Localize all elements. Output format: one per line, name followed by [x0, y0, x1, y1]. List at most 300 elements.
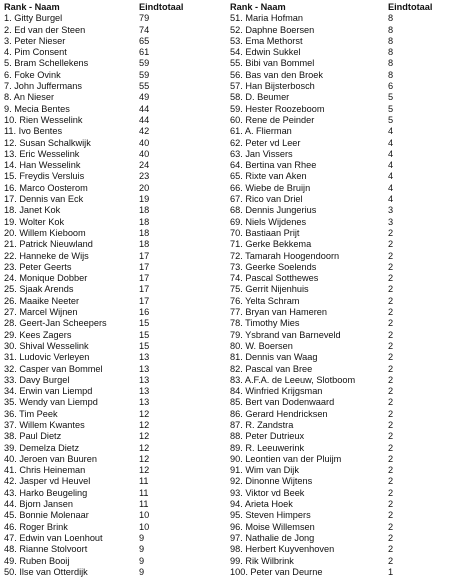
score-value: 2: [388, 555, 394, 566]
rank-name: 99. Rik Wilbrink: [230, 555, 294, 566]
rank-name: 24. Monique Dobber: [4, 273, 88, 284]
rank-name: 6. Foke Ovink: [4, 69, 61, 80]
rank-name: 65. Rixte van Aken: [230, 171, 307, 182]
rank-name: 72. Tamarah Hoogendoorn: [230, 250, 340, 261]
ranking-row: [4, 409, 226, 420]
score-value: 55: [139, 81, 150, 92]
ranking-row: [4, 533, 226, 544]
ranking-row: [4, 228, 226, 239]
rank-name: 37. Willem Kwantes: [4, 419, 85, 430]
rank-name: 60. Rene de Peinder: [230, 114, 315, 125]
score-value: 40: [139, 137, 150, 148]
rank-name: 75. Gerrit Nijenhuis: [230, 284, 309, 295]
score-value: 17: [139, 284, 150, 295]
rank-name: 21. Patrick Nieuwland: [4, 239, 93, 250]
score-value: 2: [388, 227, 394, 238]
ranking-row: [4, 488, 226, 499]
ranking-row: [230, 92, 455, 103]
score-value: 23: [139, 171, 150, 182]
score-value: 12: [139, 408, 150, 419]
score-value: 16: [139, 307, 150, 318]
ranking-row: [4, 364, 226, 375]
ranking-row: [230, 420, 455, 431]
rank-name: 1. Gitty Burgel: [4, 13, 63, 24]
score-value: 4: [388, 126, 394, 137]
score-value: 12: [139, 442, 150, 453]
rank-name: 20. Willem Kieboom: [4, 227, 86, 238]
score-value: 17: [139, 250, 150, 261]
rank-name: 2. Ed van der Steen: [4, 24, 86, 35]
rank-name: 11. Ivo Bentes: [4, 126, 63, 137]
ranking-row: [230, 544, 455, 555]
ranking-row: [4, 375, 226, 386]
score-value: 2: [388, 261, 394, 272]
score-value: 13: [139, 386, 150, 397]
ranking-row: [4, 251, 226, 262]
ranking-row: [230, 386, 455, 397]
ranking-row: [230, 138, 455, 149]
ranking-row: [230, 171, 455, 182]
score-value: 59: [139, 69, 150, 80]
ranking-row: [230, 284, 455, 295]
rank-name: 23. Peter Geerts: [4, 261, 72, 272]
rank-name: 91. Wim van Dijk: [230, 465, 299, 476]
ranking-row: [230, 273, 455, 284]
rank-name: 41. Chris Heineman: [4, 465, 86, 476]
score-value: 2: [388, 307, 394, 318]
rank-name: 78. Timothy Mies: [230, 318, 300, 329]
ranking-row: [230, 409, 455, 420]
score-value: 3: [388, 205, 394, 216]
rank-name: 61. A. Flierman: [230, 126, 292, 137]
rank-name: 18. Janet Kok: [4, 205, 61, 216]
score-value: 13: [139, 397, 150, 408]
rank-name: 94. Arieta Hoek: [230, 499, 293, 510]
ranking-row: [230, 126, 455, 137]
rank-name: 40. Jeroen van Buuren: [4, 453, 97, 464]
ranking-row: [4, 205, 226, 216]
score-value: 2: [388, 352, 394, 363]
ranking-row: [230, 251, 455, 262]
rank-name: 46. Roger Brink: [4, 521, 68, 532]
rank-name: 59. Hester Roozeboom: [230, 103, 325, 114]
score-value: 2: [388, 273, 394, 284]
rank-name: 95. Steven Himpers: [230, 510, 311, 521]
ranking-row: [230, 510, 455, 521]
ranking-row: [230, 556, 455, 567]
rank-name: 30. Shival Wesselink: [4, 340, 89, 351]
ranking-row: [4, 510, 226, 521]
score-value: 9: [139, 555, 145, 566]
score-value: 20: [139, 182, 150, 193]
ranking-row: [4, 217, 226, 228]
score-value: 12: [139, 465, 150, 476]
score-value: 2: [388, 363, 394, 374]
score-value: 10: [139, 510, 150, 521]
ranking-row: [230, 488, 455, 499]
score-value: 2: [388, 397, 394, 408]
ranking-list-right: [230, 13, 455, 578]
ranking-row: [4, 556, 226, 567]
ranking-row: [230, 499, 455, 510]
ranking-row: [4, 284, 226, 295]
rank-name: 43. Harko Beugeling: [4, 487, 88, 498]
score-value: 2: [388, 442, 394, 453]
score-value: 4: [388, 182, 394, 193]
ranking-row: [4, 115, 226, 126]
ranking-row: [4, 36, 226, 47]
score-value: 9: [139, 544, 145, 555]
ranking-row: [230, 194, 455, 205]
score-value: 5: [388, 92, 394, 103]
ranking-row: [230, 13, 455, 24]
score-value: 40: [139, 148, 150, 159]
ranking-row: [230, 522, 455, 533]
ranking-row: [230, 364, 455, 375]
rank-name: 10. Rien Wesselink: [4, 114, 83, 125]
rank-name: 58. D. Beumer: [230, 92, 290, 103]
rank-name: 100. Peter van Deurne: [230, 566, 323, 577]
ranking-row: [230, 352, 455, 363]
rank-name: 45. Bonnie Molenaar: [4, 510, 89, 521]
ranking-row: [4, 431, 226, 442]
score-value: 59: [139, 58, 150, 69]
score-value: 8: [388, 24, 394, 35]
score-value: 74: [139, 24, 150, 35]
rank-name: 49. Ruben Booij: [4, 555, 70, 566]
ranking-row: [4, 70, 226, 81]
ranking-row: [4, 307, 226, 318]
rank-name: 74. Pascal Sotthewes: [230, 273, 319, 284]
rank-name: 50. Ilse van Otterdijk: [4, 566, 88, 577]
ranking-row: [4, 386, 226, 397]
rank-name: 89. R. Leeuwerink: [230, 442, 305, 453]
score-value: 13: [139, 363, 150, 374]
score-value: 10: [139, 521, 150, 532]
score-value: 2: [388, 453, 394, 464]
ranking-row: [230, 397, 455, 408]
score-value: 2: [388, 284, 394, 295]
rank-name: 15. Freydis Versluis: [4, 171, 85, 182]
ranking-row: [4, 13, 226, 24]
rank-name: 19. Wolter Kok: [4, 216, 65, 227]
rank-name: 92. Dinonne Wijtens: [230, 476, 313, 487]
rank-name: 33. Davy Burgel: [4, 374, 70, 385]
ranking-row: [4, 183, 226, 194]
score-value: 2: [388, 532, 394, 543]
rank-name: 62. Peter vd Leer: [230, 137, 301, 148]
score-value: 19: [139, 194, 150, 205]
score-value: 4: [388, 160, 394, 171]
rank-name: 87. R. Zandstra: [230, 419, 294, 430]
rank-name: 39. Demelza Dietz: [4, 442, 80, 453]
rank-name: 76. Yelta Schram: [230, 295, 300, 306]
score-value: 2: [388, 431, 394, 442]
ranking-row: [4, 341, 226, 352]
score-value: 1: [388, 566, 394, 577]
score-value: 8: [388, 35, 394, 46]
rank-name: 5. Bram Schellekens: [4, 58, 89, 69]
rank-name: 36. Tim Peek: [4, 408, 58, 419]
ranking-row: [4, 58, 226, 69]
score-value: 44: [139, 103, 150, 114]
rank-name: 66. Wiebe de Bruijn: [230, 182, 311, 193]
score-value: 13: [139, 352, 150, 363]
score-value: 11: [139, 499, 149, 510]
ranking-list-left: [4, 13, 226, 578]
ranking-column-left: [4, 2, 226, 578]
score-value: 2: [388, 386, 394, 397]
rank-name: 55. Bibi van Bommel: [230, 58, 315, 69]
rank-name: 47. Edwin van Loenhout: [4, 532, 103, 543]
rank-name: 68. Dennis Jungerius: [230, 205, 317, 216]
rank-name: 64. Bertina van Rhee: [230, 160, 317, 171]
score-value: 2: [388, 465, 394, 476]
ranking-row: [4, 544, 226, 555]
score-value: 2: [388, 487, 394, 498]
score-value: 2: [388, 521, 394, 532]
ranking-row: [230, 476, 455, 487]
ranking-row: [4, 522, 226, 533]
rank-name: 70. Bastiaan Prijt: [230, 227, 300, 238]
ranking-row: [4, 352, 226, 363]
ranking-row: [230, 228, 455, 239]
score-value: 17: [139, 261, 150, 272]
ranking-row: [230, 262, 455, 273]
score-value: 11: [139, 476, 149, 487]
score-value: 18: [139, 227, 150, 238]
score-value: 8: [388, 13, 394, 24]
score-value: 2: [388, 510, 394, 521]
ranking-row: [4, 465, 226, 476]
ranking-row: [4, 296, 226, 307]
header-rank-name: Rank - Naam: [4, 2, 60, 12]
rank-name: 82. Pascal van Bree: [230, 363, 313, 374]
rank-name: 4. Pim Consent: [4, 47, 67, 58]
score-value: 2: [388, 408, 394, 419]
ranking-row: [4, 81, 226, 92]
rank-name: 38. Paul Dietz: [4, 431, 62, 442]
rank-name: 69. Niels Wijdenes: [230, 216, 307, 227]
column-header: [4, 2, 226, 13]
rank-name: 34. Erwin van Liempd: [4, 386, 93, 397]
score-value: 13: [139, 374, 150, 385]
score-value: 2: [388, 239, 394, 250]
score-value: 2: [388, 499, 394, 510]
header-total: Eindtotaal: [388, 2, 433, 12]
rank-name: 71. Gerke Bekkema: [230, 239, 312, 250]
score-value: 2: [388, 318, 394, 329]
score-value: 4: [388, 137, 394, 148]
rank-name: 35. Wendy van Liempd: [4, 397, 98, 408]
ranking-row: [230, 47, 455, 58]
score-value: 65: [139, 35, 150, 46]
rank-name: 57. Han Bijsterbosch: [230, 81, 315, 92]
rank-name: 98. Herbert Kuyvenhoven: [230, 544, 335, 555]
rank-name: 13. Eric Wesselink: [4, 148, 80, 159]
ranking-row: [4, 126, 226, 137]
score-value: 2: [388, 476, 394, 487]
score-value: 2: [388, 419, 394, 430]
score-value: 44: [139, 114, 150, 125]
score-value: 8: [388, 69, 394, 80]
ranking-row: [4, 138, 226, 149]
ranking-row: [4, 25, 226, 36]
score-value: 79: [139, 13, 150, 24]
rank-name: 9. Mecia Bentes: [4, 103, 70, 114]
score-value: 4: [388, 148, 394, 159]
rank-name: 97. Nathalie de Jong: [230, 532, 315, 543]
ranking-row: [230, 307, 455, 318]
rank-name: 51. Maria Hofman: [230, 13, 304, 24]
rank-name: 84. Winfried Krijgsman: [230, 386, 323, 397]
ranking-row: [230, 454, 455, 465]
rank-name: 44. Bjorn Jansen: [4, 499, 73, 510]
rank-name: 88. Peter Dutrieux: [230, 431, 305, 442]
ranking-row: [4, 420, 226, 431]
score-value: 49: [139, 92, 150, 103]
rank-name: 53. Ema Methorst: [230, 35, 303, 46]
score-value: 2: [388, 329, 394, 340]
ranking-row: [4, 149, 226, 160]
ranking-row: [4, 104, 226, 115]
ranking-row: [230, 375, 455, 386]
ranking-row: [230, 160, 455, 171]
rank-name: 8. An Nieser: [4, 92, 55, 103]
rank-name: 90. Leontien van der Pluijm: [230, 453, 342, 464]
rank-name: 16. Marco Oosterom: [4, 182, 88, 193]
score-value: 61: [139, 47, 150, 58]
score-value: 2: [388, 544, 394, 555]
rank-name: 77. Bryan van Hameren: [230, 307, 328, 318]
score-value: 18: [139, 216, 150, 227]
rank-name: 56. Bas van den Broek: [230, 69, 323, 80]
rank-name: 80. W. Boersen: [230, 340, 293, 351]
score-value: 8: [388, 47, 394, 58]
score-value: 15: [139, 318, 150, 329]
ranking-row: [230, 533, 455, 544]
ranking-row: [230, 330, 455, 341]
ranking-row: [4, 194, 226, 205]
rank-name: 3. Peter Nieser: [4, 35, 66, 46]
rank-name: 85. Bert van Dodenwaard: [230, 397, 335, 408]
ranking-row: [4, 160, 226, 171]
score-value: 15: [139, 340, 150, 351]
score-value: 17: [139, 273, 150, 284]
ranking-row: [230, 443, 455, 454]
score-value: 4: [388, 171, 394, 182]
score-value: 9: [139, 532, 145, 543]
rank-name: 29. Kees Zagers: [4, 329, 72, 340]
score-value: 15: [139, 329, 150, 340]
ranking-row: [4, 330, 226, 341]
score-value: 4: [388, 194, 394, 205]
rank-name: 63. Jan Vissers: [230, 148, 293, 159]
rank-name: 73. Geerke Soelends: [230, 261, 317, 272]
rank-name: 54. Edwin Sukkel: [230, 47, 301, 58]
score-value: 2: [388, 374, 394, 385]
ranking-row: [230, 567, 455, 578]
ranking-row: [230, 149, 455, 160]
rank-name: 42. Jasper vd Heuvel: [4, 476, 91, 487]
rank-name: 22. Hanneke de Wijs: [4, 250, 89, 261]
ranking-column-right: [230, 2, 455, 578]
ranking-row: [230, 431, 455, 442]
ranking-row: [4, 239, 226, 250]
score-value: 17: [139, 295, 150, 306]
ranking-row: [4, 476, 226, 487]
score-value: 5: [388, 103, 394, 114]
ranking-row: [4, 171, 226, 182]
ranking-row: [230, 296, 455, 307]
ranking-row: [230, 183, 455, 194]
ranking-row: [4, 47, 226, 58]
rank-name: 83. A.F.A. de Leeuw, Slotboom: [230, 374, 356, 385]
rank-name: 93. Viktor vd Beek: [230, 487, 305, 498]
score-value: 11: [139, 487, 149, 498]
score-value: 24: [139, 160, 150, 171]
ranking-row: [230, 115, 455, 126]
score-value: 18: [139, 205, 150, 216]
rank-name: 96. Moise Willemsen: [230, 521, 315, 532]
score-value: 2: [388, 295, 394, 306]
header-total: Eindtotaal: [139, 2, 184, 12]
rank-name: 25. Sjaak Arends: [4, 284, 74, 295]
ranking-row: [230, 217, 455, 228]
ranking-row: [230, 25, 455, 36]
score-value: 2: [388, 250, 394, 261]
rank-name: 26. Maaike Neeter: [4, 295, 80, 306]
ranking-row: [4, 499, 226, 510]
ranking-row: [4, 318, 226, 329]
header-rank-name: Rank - Naam: [230, 2, 286, 12]
rank-name: 14. Han Wesselink: [4, 160, 81, 171]
ranking-row: [4, 443, 226, 454]
score-value: 12: [139, 453, 150, 464]
ranking-row: [230, 239, 455, 250]
ranking-row: [230, 36, 455, 47]
ranking-row: [230, 104, 455, 115]
score-value: 12: [139, 419, 150, 430]
score-value: 12: [139, 431, 150, 442]
ranking-row: [4, 92, 226, 103]
score-value: 6: [388, 81, 394, 92]
ranking-row: [4, 567, 226, 578]
score-value: 18: [139, 239, 150, 250]
ranking-row: [4, 397, 226, 408]
rank-name: 48. Rianne Stolvoort: [4, 544, 88, 555]
ranking-row: [4, 454, 226, 465]
rank-name: 12. Susan Schalkwijk: [4, 137, 91, 148]
rank-name: 27. Marcel Wijnen: [4, 307, 78, 318]
rank-name: 28. Geert-Jan Scheepers: [4, 318, 107, 329]
rank-name: 81. Dennis van Waag: [230, 352, 318, 363]
ranking-row: [230, 58, 455, 69]
score-value: 3: [388, 216, 394, 227]
rank-name: 7. John Juffermans: [4, 81, 82, 92]
score-value: 9: [139, 566, 145, 577]
score-value: 8: [388, 58, 394, 69]
rank-name: 67. Rico van Driel: [230, 194, 303, 205]
ranking-row: [230, 205, 455, 216]
ranking-row: [230, 70, 455, 81]
ranking-row: [4, 273, 226, 284]
ranking-row: [230, 318, 455, 329]
rank-name: 17. Dennis van Eck: [4, 194, 84, 205]
ranking-row: [230, 341, 455, 352]
rank-name: 86. Gerard Hendricksen: [230, 408, 328, 419]
ranking-row: [4, 262, 226, 273]
